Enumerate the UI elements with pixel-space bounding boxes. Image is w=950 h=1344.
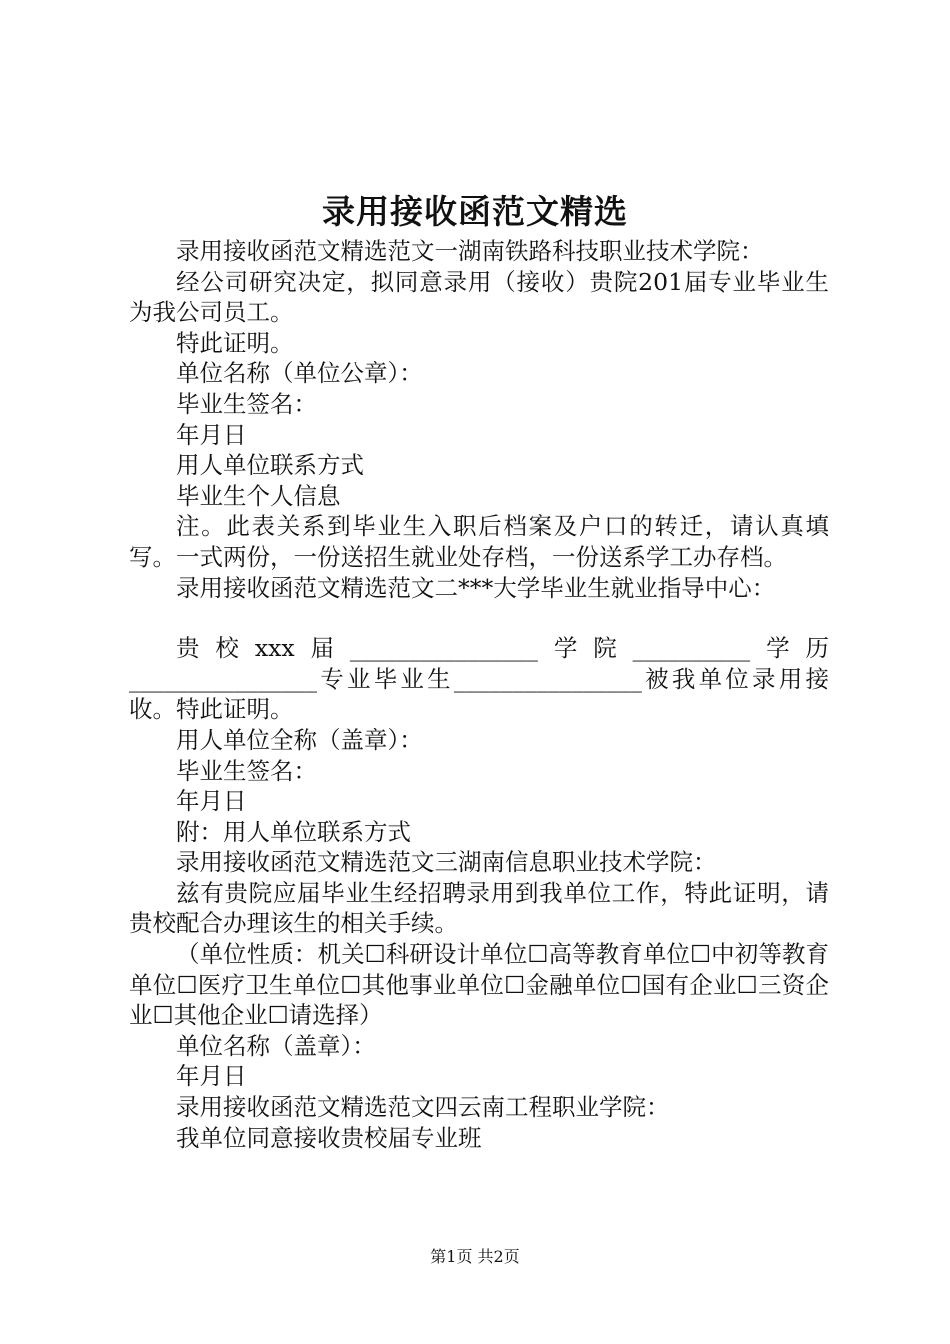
paragraph: 单位名称（单位公章）：	[176, 359, 423, 388]
paragraph: 录用接收函范文精选范文二***大学毕业生就业指导中心：	[176, 573, 776, 602]
paragraph: 单位名称（盖章）：	[176, 1031, 376, 1060]
paragraph: 毕业生签名：	[176, 756, 317, 785]
paragraph: 特此证明。	[176, 328, 294, 357]
paragraph: 兹有贵院应届毕业生经招聘录用到我单位工作，特此证明，请贵校配合办理该生的相关手续。	[129, 878, 829, 938]
paragraph: 录用接收函范文精选范文一湖南铁路科技职业技术学院：	[176, 237, 764, 265]
page-number: 第1页 共2页	[430, 1247, 520, 1266]
paragraph: （单位性质：机关☐科研设计单位☐高等教育单位☐中初等教育单位☐医疗卫生单位☐其他事业单位☐金融单位☐国有企业☐三资企业☐其他企业☐请选择）	[129, 940, 829, 1030]
paragraph: 贵校xxx届________________学院__________学历________________专业毕业生________________被我单位录用接收。特此证明。	[129, 634, 829, 724]
paragraph: 录用接收函范文精选范文四云南工程职业学院：	[176, 1093, 670, 1122]
paragraph: 注。此表关系到毕业生入职后档案及户口的转迁，请认真填写。一式两份，一份送招生就业处存档，一份送系学工办存档。	[129, 512, 829, 571]
document-body	[129, 236, 829, 1153]
paragraph: 附：用人单位联系方式	[176, 817, 411, 846]
paragraph: 毕业生个人信息	[176, 481, 341, 510]
blank-line	[129, 603, 829, 633]
paragraph: 用人单位联系方式	[176, 451, 364, 480]
paragraph: 年月日	[176, 1062, 247, 1091]
paragraph: 年月日	[176, 787, 247, 816]
paragraph: 经公司研究决定，拟同意录用（接收）贵院201届专业毕业生为我公司员工。	[129, 267, 829, 327]
paragraph: 年月日	[176, 420, 247, 449]
paragraph: 我单位同意接收贵校届专业班	[176, 1123, 482, 1152]
paragraph: 用人单位全称（盖章）：	[176, 725, 423, 754]
document-title: 录用接收函范文精选	[322, 192, 628, 231]
paragraph: 毕业生签名：	[176, 389, 317, 418]
paragraph: 录用接收函范文精选范文三湖南信息职业技术学院：	[176, 848, 717, 877]
